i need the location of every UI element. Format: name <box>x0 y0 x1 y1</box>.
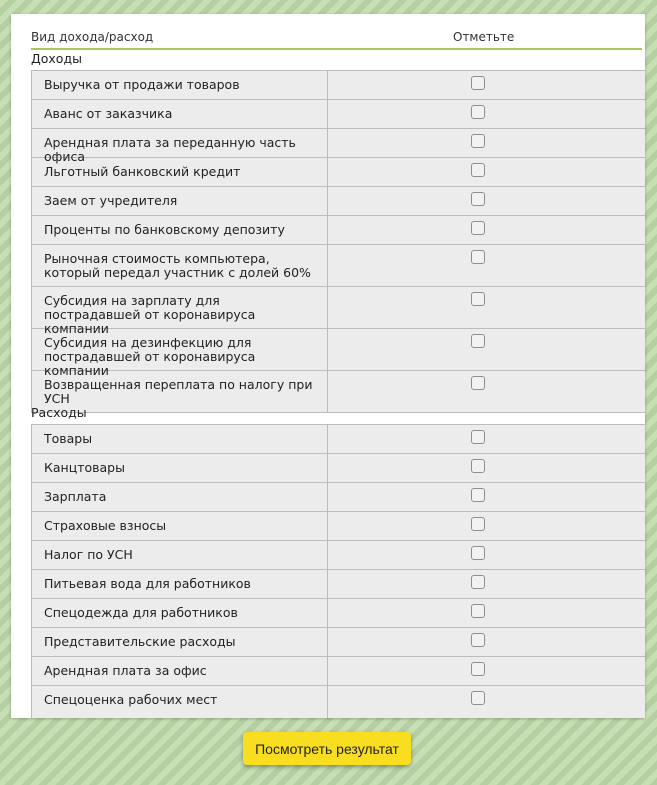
expenses-row <box>32 454 645 483</box>
income-checkbox[interactable] <box>471 105 485 119</box>
income-checkbox[interactable] <box>471 334 485 348</box>
income-row-check-cell <box>328 100 645 128</box>
expenses-row-label: Спецодежда для работников <box>32 599 328 627</box>
income-row-label: Рыночная стоимость компьютера, который передал участник с долей 60% <box>32 245 328 286</box>
income-checkbox[interactable] <box>471 221 485 235</box>
income-row-check-cell <box>328 245 645 286</box>
income-row-label: Возвращенная переплата по налогу при УСН <box>32 371 328 412</box>
expenses-row-check-cell <box>328 483 645 511</box>
expenses-row <box>32 657 645 686</box>
income-row-check-cell <box>328 158 645 186</box>
income-row <box>32 71 645 100</box>
expenses-row <box>32 628 645 657</box>
income-row-label: Льготный банковский кредит <box>32 158 328 186</box>
expenses-row-check-cell <box>328 541 645 569</box>
income-table <box>31 70 645 413</box>
quiz-card <box>11 14 645 718</box>
income-row-label: Субсидия на зарплату для пострадавшей от коронавируса компании <box>32 287 328 328</box>
expenses-row <box>32 686 645 718</box>
income-row <box>32 158 645 187</box>
income-row-check-cell <box>328 71 645 99</box>
expenses-table <box>31 424 645 718</box>
expenses-row-label: Спецоценка рабочих мест <box>32 686 328 718</box>
income-row <box>32 329 645 378</box>
expenses-row-label: Товары <box>32 425 328 453</box>
expenses-checkbox[interactable] <box>471 604 485 618</box>
expenses-row-label: Страховые взносы <box>32 512 328 540</box>
expenses-row-check-cell <box>328 454 645 482</box>
income-row-check-cell <box>328 129 645 157</box>
expenses-row-label: Арендная плата за офис <box>32 657 328 685</box>
income-checkbox[interactable] <box>471 250 485 264</box>
column-header-type: Вид дохода/расход <box>31 30 154 44</box>
income-row <box>32 371 645 413</box>
income-row-check-cell <box>328 187 645 215</box>
expenses-row-check-cell <box>328 425 645 453</box>
expenses-checkbox[interactable] <box>471 691 485 705</box>
income-checkbox[interactable] <box>471 192 485 206</box>
expenses-checkbox[interactable] <box>471 430 485 444</box>
income-row-label: Проценты по банковскому депозиту <box>32 216 328 244</box>
income-row-label: Субсидия на дезинфекцию для пострадавшей от коронавируса компании <box>32 329 328 370</box>
income-checkbox[interactable] <box>471 163 485 177</box>
expenses-row <box>32 425 645 454</box>
income-row-check-cell <box>328 329 645 370</box>
expenses-checkbox[interactable] <box>471 459 485 473</box>
income-checkbox[interactable] <box>471 376 485 390</box>
expenses-row <box>32 541 645 570</box>
income-checkbox[interactable] <box>471 76 485 90</box>
expenses-row-check-cell <box>328 628 645 656</box>
income-checkbox[interactable] <box>471 134 485 148</box>
expenses-row-check-cell <box>328 570 645 598</box>
expenses-row <box>32 512 645 541</box>
expenses-checkbox[interactable] <box>471 488 485 502</box>
expenses-row <box>32 599 645 628</box>
section-title-income: Доходы <box>31 51 82 66</box>
expenses-row-check-cell <box>328 512 645 540</box>
income-row-check-cell <box>328 216 645 244</box>
expenses-row-check-cell <box>328 599 645 627</box>
expenses-checkbox[interactable] <box>471 546 485 560</box>
expenses-checkbox[interactable] <box>471 633 485 647</box>
expenses-row-label: Зарплата <box>32 483 328 511</box>
expenses-row-label: Канцтовары <box>32 454 328 482</box>
expenses-row-label: Представительские расходы <box>32 628 328 656</box>
column-header-mark: Отметьте <box>453 30 515 44</box>
expenses-checkbox[interactable] <box>471 517 485 531</box>
section-title-expenses: Расходы <box>31 405 87 420</box>
table-header <box>31 14 642 50</box>
income-row <box>32 287 645 336</box>
income-checkbox[interactable] <box>471 292 485 306</box>
expenses-checkbox[interactable] <box>471 662 485 676</box>
expenses-row-label: Питьевая вода для работников <box>32 570 328 598</box>
expenses-row-label: Налог по УСН <box>32 541 328 569</box>
expenses-checkbox[interactable] <box>471 575 485 589</box>
income-row <box>32 187 645 216</box>
show-result-button[interactable]: Посмотреть результат <box>243 732 411 765</box>
income-row-check-cell <box>328 287 645 328</box>
income-row-check-cell <box>328 371 645 412</box>
income-row <box>32 216 645 245</box>
expenses-row-check-cell <box>328 657 645 685</box>
income-row-label: Аванс от заказчика <box>32 100 328 128</box>
income-row-label: Заем от учредителя <box>32 187 328 215</box>
income-row-label: Выручка от продажи товаров <box>32 71 328 99</box>
income-row <box>32 245 645 287</box>
expenses-row <box>32 483 645 512</box>
income-row <box>32 100 645 129</box>
income-row <box>32 129 645 164</box>
expenses-row-check-cell <box>328 686 645 718</box>
income-row-label: Арендная плата за переданную часть офиса <box>32 129 328 157</box>
expenses-row <box>32 570 645 599</box>
